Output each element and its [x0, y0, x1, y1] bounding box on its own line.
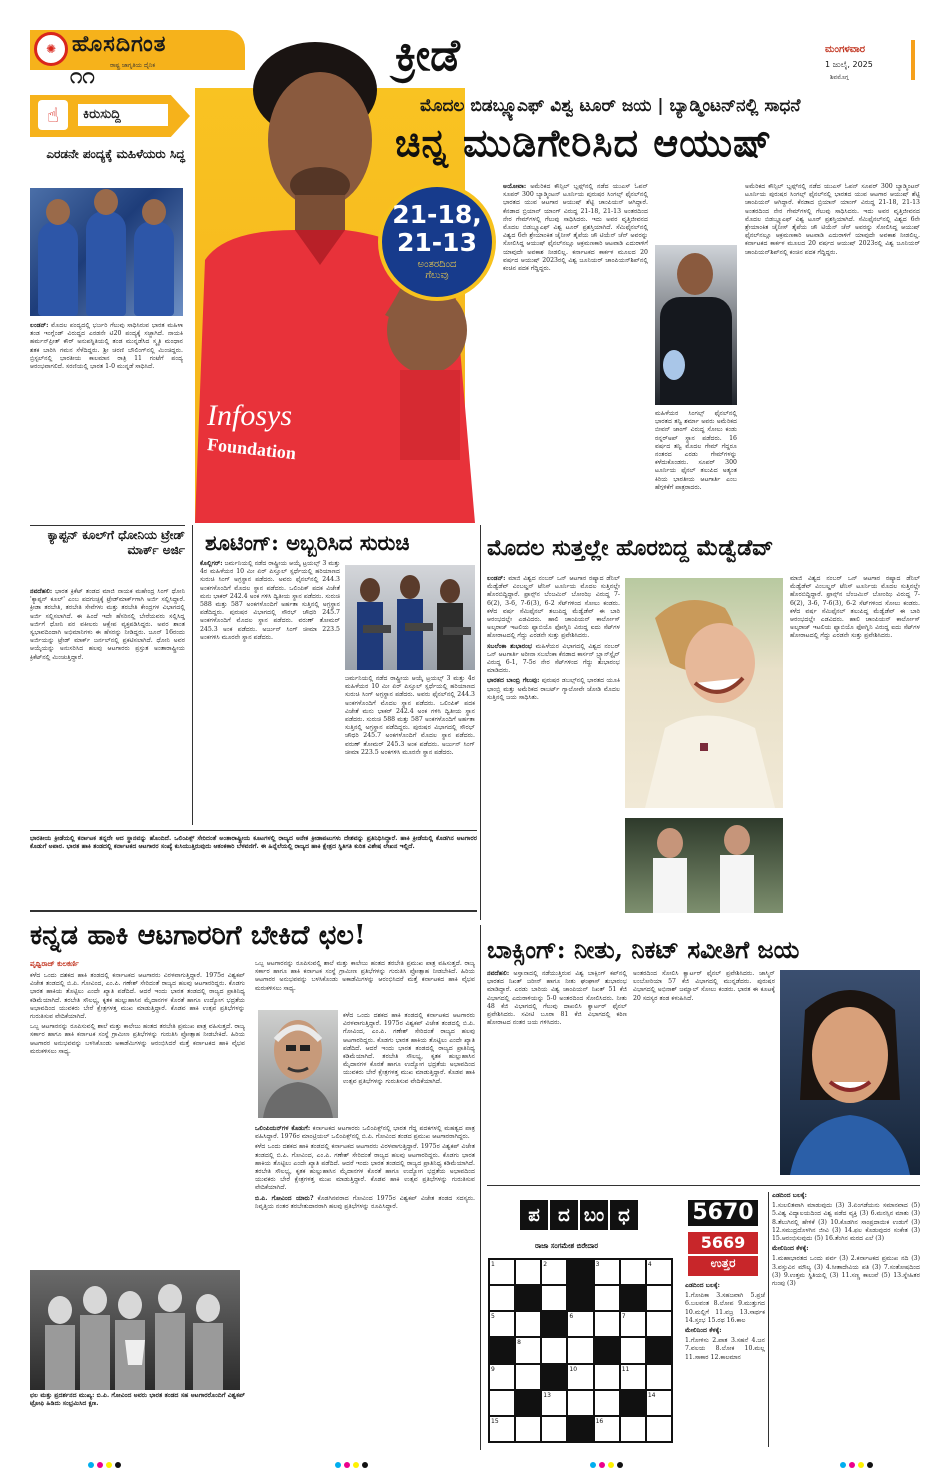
answer-label: ಉತ್ತರ [688, 1256, 758, 1276]
women-cricket-photo [30, 188, 183, 316]
divider [30, 525, 185, 526]
registration-dots [88, 1462, 121, 1468]
govinda-illustration [258, 1010, 338, 1118]
grid-cell[interactable] [646, 1311, 672, 1337]
shooting-body-2 [345, 675, 475, 825]
jersey-brand-text: Infosys [207, 399, 292, 432]
answers-down-title: ಮೇಲಿನಿಂದ ಕೆಳಕ್ಕೆ: [685, 1327, 722, 1335]
logo-badge-icon: ✺ [34, 32, 68, 66]
grid-cell-black [567, 1259, 593, 1285]
registration-dots [335, 1462, 368, 1468]
hockey-sub2: ಬಿ.ಪಿ. ಗೋವಿಂದ ಯಾರು? [255, 1194, 314, 1202]
column-rule [480, 925, 481, 1450]
medvedev-headline[interactable]: ಮೊದಲ ಸುತ್ತಲ್ಲೇ ಹೊರಬಿದ್ದ ಮೆಡ್ವೆಡೆವ್ [487, 535, 774, 561]
nikhat-photo [780, 970, 920, 1175]
nikhat-illustration [780, 970, 920, 1175]
medvedev-body [487, 575, 620, 915]
grid-cell-black [515, 1390, 541, 1416]
score-line-2: 21-13 [397, 228, 477, 257]
hand-icon: ☝ [38, 100, 68, 130]
lead-body-continued: ಅಮೆರಿಕದ ಕೌನ್ಸಿಲ್ ಬ್ಲಫ್ಸ್‌ನಲ್ಲಿ ನಡೆದ ಯುಎಸ್ ಓಪನ್ ಸೂಪರ್ 300 ಬ್ಯಾಡ್ಮಿಂಟನ್ ಟೂರ್ನಿಯ ಪುರುಷರ ಸಿಂಗಲ್ಸ್ ಫೈನಲ್‌ನಲ್ಲಿ ಭಾರತದ ಯುವ ಆಟಗಾರ ಆಯುಷ್ ಶೆಟ್ಟಿ ಚಾಂಪಿಯನ್ ಆಗಿದ್ದಾರೆ. ಕೆನಡಾದ ಬ್ರಿಯಾನ್ ಯಾಂಗ್ ವಿರುದ್ಧ 21-18, 21-13 ಅಂತರದಿಂದ ನೇರ ಗೇಮ್‌ಗಳಲ್ಲಿ ಗೆಲುವು ಸಾಧಿಸಿದರು. ಇದು ಅವರ ವೃತ್ತಿಜೀವನದ ಮೊದಲ ಬಿಡಬ್ಲ್ಯೂಎಫ್ ವಿಶ್ವ ಟೂರ್ ಪ್ರಶಸ್ತಿಯಾಗಿದೆ. ಸೆಮಿಫೈನಲ್‌ನಲ್ಲಿ ವಿಶ್ವದ 6ನೇ ಶ್ರೇಯಾಂಕಿತ ಚೈನೀಸ್ ತೈಪೆಯ ಚೌ ಟಿಯೆನ್ ಚೆನ್ ಅವರನ್ನು ಸೋಲಿಸಿದ್ದ ಆಯುಷ್ ಫೈನಲ್‌ನಲ್ಲೂ ಆಕ್ರಮಣಕಾರಿ ಆಟವಾಡಿ ಎದುರಾಳಿಗೆ ಯಾವುದೇ ಅವಕಾಶ ನೀಡಲಿಲ್ಲ. ಕರ್ನಾಟಕದ ಕಾರ್ಕಳ ಮೂಲದ 20 ವರ್ಷದ ಆಯುಷ್ 2023ರಲ್ಲಿ ವಿಶ್ವ ಜೂನಿಯರ್ ಚಾಂಪಿಯನ್‌ಶಿಪ್‌ನಲ್ಲಿ ಕಂಚಿನ ಪದಕ ಗೆದ್ದಿದ್ದರು. [745, 183, 920, 256]
kirusuddi-label: ಕಿರುಸುದ್ದಿ [78, 104, 168, 126]
grid-cell[interactable] [620, 1337, 646, 1363]
answer-number: 5669 [688, 1232, 758, 1254]
answers-across-title: ಎಡದಿಂದ ಬಲಕ್ಕೆ: [685, 1282, 720, 1289]
shooting-text: ಜರ್ಮನಿಯಲ್ಲಿ ನಡೆದ ರಾಷ್ಟ್ರೀಯ ಆಯ್ಕೆ ಟ್ರಯಲ್ಸ್ 3 ಮತ್ತು 4ರ ಮಹಿಳೆಯರ 10 ಮೀ ಏರ್ ಪಿಸ್ತೂಲ್ ಸ್ಪರ್ಧೆಯಲ್ಲಿ ಹರಿಯಾಣದ ಸುರುಚಿ ಸಿಂಗ್ ಅಗ್ರಸ್ಥಾನ ಪಡೆದರು. ಅವರು ಫೈನಲ್‌ನಲ್ಲಿ 244.3 ಅಂಕಗಳೊಂದಿಗೆ ಮೊದಲ ಸ್ಥಾನ ಪಡೆದರು. ಒಲಿಂಪಿಕ್ ಪದಕ ವಿಜೇತೆ ಮನು ಭಾಕರ್ 242.4 ಅಂಕ ಗಳಿಸಿ ದ್ವಿತೀಯ ಸ್ಥಾನ ಪಡೆದರು. ಸುರುಚಿ 588 ಮತ್ತು 587 ಅಂಕಗಳೊಂದಿಗೆ ಅರ್ಹತಾ ಸುತ್ತಿನಲ್ಲಿ ಅಗ್ರಸ್ಥಾನ ಪಡೆದಿದ್ದರು. ಪುರುಷರ ವಿಭಾಗದಲ್ಲಿ ಸೌರಭ್ ಚೌಧರಿ 245.7 ಅಂಕಗಳೊಂದಿಗೆ ಮೊದಲ ಸ್ಥಾನ ಪಡೆದರು. ವರುಣ್ ತೋಮರ್ 245.3 ಅಂಕ ಪಡೆದರು. ಅರ್ಜುನ್ ಸಿಂಗ್ ಚೀಮಾ 223.5 ಅಂಕಗಳಿಸಿ ಮೂರನೇ ಸ್ಥಾನ ಪಡೆದರು. [200, 560, 340, 641]
grid-cell[interactable] [489, 1390, 515, 1416]
hockey-text: ಕಳೆದ ಒಂದು ದಶಕದ ಹಾಕಿ ತಂಡದಲ್ಲಿ ಕರ್ನಾಟಕದ ಆಟಗಾರರು ವಿರಳವಾಗುತ್ತಿದ್ದಾರೆ. 1975ರ ವಿಶ್ವಕಪ್ ವಿಜೇತ ತಂಡದಲ್ಲಿ ಬಿ.ಪಿ. ಗೋವಿಂದ, ಎಂ.ಪಿ. ಗಣೇಶ್ ಸೇರಿದಂತೆ ರಾಜ್ಯದ ಹಲವು ಆಟಗಾರರಿದ್ದರು. ಕೊಡಗು ಭಾರತ ಹಾಕಿಯ ತೊಟ್ಟಿಲು ಎಂದೇ ಖ್ಯಾತಿ ಪಡೆದಿದೆ. ಆದರೆ ಇಂದು ಭಾರತ ತಂಡದಲ್ಲಿ ರಾಜ್ಯದ ಪ್ರಾತಿನಿಧ್ಯ ಕಡಿಮೆಯಾಗಿದೆ. ತರಬೇತಿ ಸೌಲಭ್ಯ, ಕೃತಕ ಹುಲ್ಲುಹಾಸಿನ ಮೈದಾನಗಳ ಕೊರತೆ ಹಾಗೂ ಉದ್ಯೋಗ ಭದ್ರತೆಯ ಅಭಾವದಿಂದ ಯುವಕರು ಬೇರೆ ಕ್ಷೇತ್ರಗಳತ್ತ ಮುಖ ಮಾಡುತ್ತಿದ್ದಾರೆ. ಕೊಡವ ಹಾಕಿ ಉತ್ಸವ ಪ್ರತಿಭೆಗಳನ್ನು ಗುರುತಿಸುವ ವೇದಿಕೆಯಾಗಿದೆ. [30, 972, 245, 1021]
answers-down: 1.ಗೋಳಿಸು 2.ಪಾತ 3.ಸಹನೆ 4.ಜನ 7.ವಲಯ 8.ಲೋಕ 10.ಮಲ್ಲ 11.ಸಾಕಾರ 12.ಕಾಲಮಾನ [685, 1337, 765, 1361]
dhoni-text: ಭಾರತ ಕ್ರಿಕೆಟ್ ತಂಡದ ಮಾಜಿ ನಾಯಕ ಮಹೇಂದ್ರ ಸಿಂಗ್ ಧೋನಿ 'ಕ್ಯಾಪ್ಟನ್ ಕೂಲ್' ಎಂಬ ಪದಗುಚ್ಛಕ್ಕೆ ಟ್ರೇಡ್‌ಮಾರ್ಕ್‌ಗಾಗಿ ಅರ್ಜಿ ಸಲ್ಲಿಸಿದ್ದಾರೆ. ಕ್ರೀಡಾ ತರಬೇತಿ, ತರಬೇತಿ ಸೇವೆಗಳು ಮತ್ತು ತರಬೇತಿ ಕೇಂದ್ರಗಳ ವಿಭಾಗದಲ್ಲಿ ಅರ್ಜಿ ಸಲ್ಲಿಸಲಾಗಿದೆ. ಈ ಹಿಂದೆ ಇದೇ ಹೆಸರಿನಲ್ಲಿ ಬೇರೆಯವರು ಸಲ್ಲಿಸಿದ್ದ ಅರ್ಜಿಗೆ ಧೋನಿ ಪರ ವಕೀಲರು ಆಕ್ಷೇಪ ವ್ಯಕ್ತಪಡಿಸಿದ್ದರು. ಅವರ ಶಾಂತ ಸ್ವಭಾವದಿಂದಾಗಿ ಅಭಿಮಾನಿಗಳು ಈ ಹೆಸರನ್ನು ನೀಡಿದ್ದರು. ಜೂನ್ 16ರಂದು ಅರ್ಜಿಯನ್ನು ಟ್ರೇಡ್ ಮಾರ್ಕ್ ಜರ್ನಲ್‌ನಲ್ಲಿ ಪ್ರಕಟಿಸಲಾಗಿದೆ. ಧೋನಿ ಅವರ ಆಯ್ಕೆಯನ್ನು ಅನುಸರಿಸಿದ ಹಲವು ಆಟಗಾರರು ಪ್ರಸ್ತುತ ಅಂತಾರಾಷ್ಟ್ರೀಯ ಕ್ರಿಕೆಟ್‌ನಲ್ಲಿ ಮಿಂಚುತ್ತಿದ್ದಾರೆ. [30, 588, 185, 661]
kirusuddi-text: ಮೊದಲ ಪಂದ್ಯದಲ್ಲಿ ಭರ್ಜರಿ ಗೆಲುವು ಸಾಧಿಸಿರುವ ಭಾರತ ಮಹಿಳಾ ತಂಡ ಇಂಗ್ಲೆಂಡ್ ವಿರುದ್ಧದ ಎರಡನೇ ಟಿ20 ಪಂದ್ಯಕ್ಕೆ ಸಜ್ಜಾಗಿದೆ. ನಾಯಕಿ ಹರ್ಮನ್‌ಪ್ರೀತ್ ಕೌರ್ ಅನುಪಸ್ಥಿತಿಯಲ್ಲಿ ತಂಡ ಮುನ್ನಡೆಸಿದ ಸ್ಮೃತಿ ಮಂಧಾನ ಶತಕ ಬಾರಿಸಿ ಗಮನ ಸೆಳೆದಿದ್ದರು. ಶ್ರೀ ಚರಣಿ ಬೌಲಿಂಗ್‌ನಲ್ಲಿ ಮಿಂಚಿದ್ದರು. ಬ್ರಿಸ್ಟಲ್‌ನಲ್ಲಿ ಭಾರತೀಯ ಕಾಲಮಾನ ರಾತ್ರಿ 11 ಗಂಟೆಗೆ ಪಂದ್ಯ ಆರಂಭವಾಗಲಿದೆ. ಸರಣಿಯಲ್ಲಿ ಭಾರತ 1-0 ಮುನ್ನಡೆ ಸಾಧಿಸಿದೆ. [30, 322, 183, 371]
grid-cell[interactable] [594, 1285, 620, 1311]
grid-cell-black [567, 1285, 593, 1311]
jersey-foundation-text: Foundation [206, 434, 297, 464]
bhambri-text: ಪುರುಷರ ಡಬಲ್ಸ್‌ನಲ್ಲಿ ಭಾರತದ ಯೂಕಿ ಭಾಂಬ್ರಿ ಮತ್ತು ಅಮೆರಿಕದ ರಾಬರ್ಟ್ ಗ್ಯಾಲೋವೇ ಜೋಡಿ ಮೊದಲ ಸುತ್ತಿನಲ್ಲಿ ಜಯ ಸಾಧಿಸಿತು. [487, 677, 620, 701]
puzzle-letter: ದ [550, 1200, 578, 1230]
grid-cell-black [515, 1285, 541, 1311]
hockey-sub2-text: ಕೊಡಗಿನವರಾದ ಗೋವಿಂದ 1975ರ ವಿಶ್ವಕಪ್ ವಿಜೇತ ತಂಡದ ಸದಸ್ಯರು. ನಿವೃತ್ತಿಯ ನಂತರ ತರಬೇತುದಾರರಾಗಿ ಹಲವು ಪ್ರತಿಭೆಗಳನ್ನು ರೂಪಿಸಿದ್ದಾರೆ. [255, 1194, 475, 1210]
registration-dots [590, 1462, 623, 1468]
grid-cell[interactable]: 14 [646, 1390, 672, 1416]
shooting-dateline: ಕೊಲ್ಲಿಗರ್: [200, 560, 223, 567]
score-caption-2: ಗೆಲುವು [425, 270, 449, 281]
puzzle-letter: ಧ [610, 1200, 638, 1230]
boxing-text: ಅಸ್ತಾನಾದಲ್ಲಿ ನಡೆಯುತ್ತಿರುವ ವಿಶ್ವ ಬಾಕ್ಸಿಂಗ್ ಕಪ್‌ನಲ್ಲಿ ಭಾರತದ ನಿಖತ್ ಜರೀನ್ ಹಾಗೂ ನೀತು ಘಂಘಾಸ್ ಶುಭಾರಂಭ ಮಾಡಿದ್ದಾರೆ. ಎರಡು ಬಾರಿಯ ವಿಶ್ವ ಚಾಂಪಿಯನ್ ನಿಖತ್ 51 ಕೆಜಿ ವಿಭಾಗದಲ್ಲಿ ಎದುರಾಳಿಯನ್ನು 5-0 ಅಂತರದಿಂದ ಸೋಲಿಸಿದರು. ನೀತು 48 ಕೆಜಿ ವಿಭಾಗದಲ್ಲಿ ಗೆಲುವು ದಾಖಲಿಸಿ ಕ್ವಾರ್ಟರ್ ಫೈನಲ್ ಪ್ರವೇಶಿಸಿದರು. ಸವೀಟಿ ಬೂರಾ 81 ಕೆಜಿ ವಿಭಾಗದಲ್ಲಿ ಕಠಿಣ ಹೋರಾಟದ ನಂತರ ಜಯ ಗಳಿಸಿದರು. [487, 970, 627, 1027]
divider [487, 1185, 920, 1186]
grid-cell[interactable]: 3 [594, 1259, 620, 1285]
boxing-body [487, 970, 627, 1178]
grid-cell[interactable] [567, 1337, 593, 1363]
hockey-body-col-2 [255, 1125, 475, 1445]
date-value: 1 ಜುಲೈ, 2025 [825, 60, 873, 69]
grid-cell[interactable]: 9 [489, 1364, 515, 1390]
grid-cell[interactable] [515, 1364, 541, 1390]
divider [30, 830, 477, 831]
registration-dots [840, 1462, 873, 1468]
across-title: ಎಡದಿಂದ ಬಲಕ್ಕೆ: [772, 1192, 807, 1199]
down-title: ಮೇಲಿನಿಂದ ಕೆಳಕ್ಕೆ: [772, 1245, 809, 1253]
grid-cell[interactable] [594, 1311, 620, 1337]
date-day: ಮಂಗಳವಾರ [825, 44, 866, 55]
medvedev-text: ಮಾಜಿ ವಿಶ್ವದ ನಂಬರ್ ಒನ್ ಆಟಗಾರ ರಷ್ಯಾದ ಡೆನಿಲ್ ಮೆಡ್ವೆಡೆವ್ ವಿಂಬಲ್ಡನ್ ಟೆನಿಸ್ ಟೂರ್ನಿಯ ಮೊದಲ ಸುತ್ತಿನಲ್ಲೇ ಹೊರಬಿದ್ದಿದ್ದಾರೆ. ಫ್ರಾನ್ಸ್‌ನ ಬೆಂಜಮಿನ್ ಬೋಂಝಿ ವಿರುದ್ಧ 7-6(2), 3-6, 7-6(3), 6-2 ಸೆಟ್‌ಗಳಿಂದ ಸೋಲು ಕಂಡರು. ಕಳೆದ ವರ್ಷ ಸೆಮಿಫೈನಲ್ ತಲುಪಿದ್ದ ಮೆಡ್ವೆಡೆವ್ ಈ ಬಾರಿ ಆರಂಭದಲ್ಲೇ ಎಡವಿದರು. ಹಾಲಿ ಚಾಂಪಿಯನ್ ಕಾರ್ಲೋಸ್ ಅಲ್ಕರಾಜ್ ಇಟಲಿಯ ಫ್ಯಾಬಿಯೊ ಫೋಗ್ನಿನಿ ವಿರುದ್ಧ ಐದು ಸೆಟ್‌ಗಳ ಹೋರಾಟದಲ್ಲಿ ಗೆದ್ದು ಎರಡನೇ ಸುತ್ತು ಪ್ರವೇಶಿಸಿದರು. [487, 575, 620, 640]
boxing-body-2 [633, 970, 775, 1178]
answers-across: 1.ಗೋಪಿಕಾ 3.ಸಹಜವಾಗಿ 5.ಪ್ರಜೆ 6.ಬಲವಂತ 8.ಲೋಪ 9.ಮುತ್ತುಗದ 10.ಮಲ್ಲಿಗೆ 11.ವಜ್ರ 13.ಸಾರ್ಥಕ 14.ಸ್ತಂಭ 15.ರಥ 16.ಕಾಲ [685, 1292, 765, 1324]
grid-cell[interactable] [567, 1390, 593, 1416]
grid-cell[interactable]: 10 [567, 1364, 593, 1390]
hockey-text-side: ಕಳೆದ ಒಂದು ದಶಕದ ಹಾಕಿ ತಂಡದಲ್ಲಿ ಕರ್ನಾಟಕದ ಆಟಗಾರರು ವಿರಳವಾಗುತ್ತಿದ್ದಾರೆ. 1975ರ ವಿಶ್ವಕಪ್ ವಿಜೇತ ತಂಡದಲ್ಲಿ ಬಿ.ಪಿ. ಗೋವಿಂದ, ಎಂ.ಪಿ. ಗಣೇಶ್ ಸೇರಿದಂತೆ ರಾಜ್ಯದ ಹಲವು ಆಟಗಾರರಿದ್ದರು. ಕೊಡಗು ಭಾರತ ಹಾಕಿಯ ತೊಟ್ಟಿಲು ಎಂದೇ ಖ್ಯಾತಿ ಪಡೆದಿದೆ. ಆದರೆ ಇಂದು ಭಾರತ ತಂಡದಲ್ಲಿ ರಾಜ್ಯದ ಪ್ರಾತಿನಿಧ್ಯ ಕಡಿಮೆಯಾಗಿದೆ. ತರಬೇತಿ ಸೌಲಭ್ಯ, ಕೃತಕ ಹುಲ್ಲುಹಾಸಿನ ಮೈದಾನಗಳ ಕೊರತೆ ಹಾಗೂ ಉದ್ಯೋಗ ಭದ್ರತೆಯ ಅಭಾವದಿಂದ ಯುವಕರು ಬೇರೆ ಕ್ಷೇತ್ರಗಳತ್ತ ಮುಖ ಮಾಡುತ್ತಿದ್ದಾರೆ. ಕೊಡವ ಹಾಕಿ ಉತ್ಸವ ಪ್ರತಿಭೆಗಳನ್ನು ಗುರುತಿಸುವ ವೇದಿಕೆಯಾಗಿದೆ. [343, 1012, 475, 1085]
hockey-sub1-text: ಕರ್ನಾಟಕದ ಆಟಗಾರರು ಒಲಿಂಪಿಕ್ಸ್‌ನಲ್ಲಿ ಭಾರತ ಗೆದ್ದ ಪದಕಗಳಲ್ಲಿ ಮಹತ್ವದ ಪಾತ್ರ ವಹಿಸಿದ್ದಾರೆ. 1976ರ ಮಾಂಟ್ರಿಯಲ್ ಒಲಿಂಪಿಕ್ಸ್‌ನಲ್ಲಿ ಬಿ.ಪಿ. ಗೋವಿಂದ ತಂಡದ ಪ್ರಮುಖ ಆಟಗಾರರಾಗಿದ್ದರು. [255, 1125, 475, 1141]
kirusuddi-body [30, 322, 183, 522]
lead-body-col-2 [655, 410, 737, 513]
grid-cell[interactable] [515, 1311, 541, 1337]
dhoni-body [30, 588, 185, 828]
hockey-headline[interactable]: ಕನ್ನಡ ಹಾಕಿ ಆಟಗಾರರಿಗೆ ಬೇಕಿದೆ ಛಲ! [30, 920, 366, 951]
puzzle-author: ರಾಜಾ ಸಂಗಮೇಶ ಬಿರೇದಾರ [535, 1242, 599, 1250]
grid-cell[interactable]: 1 [489, 1259, 515, 1285]
puzzle-number: 5670 [688, 1200, 758, 1226]
column-rule [768, 1192, 769, 1447]
grid-cell-black [541, 1311, 567, 1337]
grid-cell-black [620, 1285, 646, 1311]
kirusuddi-dateline: ಲಂಡನ್: [30, 322, 49, 329]
grid-cell[interactable]: 7 [620, 1311, 646, 1337]
medvedev-handshake-photo [625, 818, 783, 913]
hockey-text-2: ಒಬ್ಬ ಆಟಗಾರನನ್ನು ರೂಪಿಸುವಲ್ಲಿ ಶಾಲೆ ಮತ್ತು ಕಾಲೇಜು ಹಂತದ ತರಬೇತಿ ಪ್ರಮುಖ ಪಾತ್ರ ವಹಿಸುತ್ತದೆ. ರಾಜ್ಯ ಸರ್ಕಾರ ಹಾಗೂ ಹಾಕಿ ಕರ್ನಾಟಕ ಸಂಸ್ಥೆ ಗ್ರಾಮೀಣ ಪ್ರತಿಭೆಗಳನ್ನು ಗುರುತಿಸಿ ಪ್ರೋತ್ಸಾಹ ನೀಡಬೇಕಿದೆ. ಹಿರಿಯ ಆಟಗಾರರ ಅನುಭವವನ್ನು ಬಳಸಿಕೊಂಡು ಅಕಾಡೆಮಿಗಳನ್ನು ಆರಂಭಿಸಿದರೆ ಮತ್ತೆ ಕರ್ನಾಟಕದ ಹಾಕಿ ವೈಭವ ಮರುಕಳಿಸಲು ಸಾಧ್ಯ. [30, 1023, 245, 1055]
sabalenka-illustration [625, 578, 783, 808]
grid-cell-black [646, 1337, 672, 1363]
handshake-illustration [625, 818, 783, 913]
grid-cell-black [489, 1337, 515, 1363]
grid-cell[interactable] [646, 1285, 672, 1311]
grid-cell[interactable] [594, 1364, 620, 1390]
grid-cell[interactable] [594, 1390, 620, 1416]
medvedev-body-2 [790, 575, 920, 915]
grid-cell[interactable]: 13 [541, 1390, 567, 1416]
govinda-portrait-photo [258, 1010, 338, 1118]
puzzle-clues [772, 1192, 920, 1447]
grid-cell[interactable] [646, 1364, 672, 1390]
grid-cell-black [594, 1337, 620, 1363]
lead-body-col-3 [745, 183, 920, 513]
shooting-headline[interactable]: ಶೂಟಿಂಗ್: ಅಬ್ಬರಿಸಿದ ಸುರುಚಿ [205, 530, 410, 555]
down-clues: 1.ಮಹಾಭಾರತದ ಒಂದು ಪರ್ವ (3) 2.ಕರ್ನಾಟಕದ ಪ್ರಮುಖ ನದಿ (3) 3.ವಸ್ತುವಿನ ಮೌಲ್ಯ (3) 4.ಸೀತಾದೇವಿಯ ಪತಿ (3) 7.ಸಂತೋಷದಿಂದ (3) 9.ಉತ್ತಮ ಸ್ಥಿತಿಯಲ್ಲಿ (3) 11.ಸಣ್ಣ ಕಾಲುವೆ (5) 13.ಸ್ನೇಹಿತರ ಗುಂಪು (3) [772, 1255, 920, 1288]
grid-cell-black [567, 1416, 593, 1442]
lead-kicker: ಮೊದಲ ಬಿಡಬ್ಲ್ಯೂಎಫ್ ವಿಶ್ವ ಟೂರ್ ಜಯ | ಬ್ಯಾಡ್ಮಿಂಟನ್‌ನಲ್ಲಿ ಸಾಧನೆ [420, 96, 801, 116]
grid-cell[interactable] [541, 1337, 567, 1363]
grid-cell[interactable] [541, 1416, 567, 1442]
score-line-1: 21-18, [392, 200, 482, 229]
kirusuddi-headline[interactable]: ಎರಡನೇ ಪಂದ್ಯಕ್ಕೆ ಮಹಿಳೆಯರು ಸಿದ್ಧ [46, 147, 185, 161]
hockey-text-top: ಒಬ್ಬ ಆಟಗಾರನನ್ನು ರೂಪಿಸುವಲ್ಲಿ ಶಾಲೆ ಮತ್ತು ಕಾಲೇಜು ಹಂತದ ತರಬೇತಿ ಪ್ರಮುಖ ಪಾತ್ರ ವಹಿಸುತ್ತದೆ. ರಾಜ್ಯ ಸರ್ಕಾರ ಹಾಗೂ ಹಾಕಿ ಕರ್ನಾಟಕ ಸಂಸ್ಥೆ ಗ್ರಾಮೀಣ ಪ್ರತಿಭೆಗಳನ್ನು ಗುರುತಿಸಿ ಪ್ರೋತ್ಸಾಹ ನೀಡಬೇಕಿದೆ. ಹಿರಿಯ ಆಟಗಾರರ ಅನುಭವವನ್ನು ಬಳಸಿಕೊಂಡು ಅಕಾಡೆಮಿಗಳನ್ನು ಆರಂಭಿಸಿದರೆ ಮತ್ತೆ ಕರ್ನಾಟಕದ ಹಾಕಿ ವೈಭವ ಮರುಕಳಿಸಲು ಸಾಧ್ಯ. [255, 960, 475, 992]
lead-body: ಅಮೆರಿಕದ ಕೌನ್ಸಿಲ್ ಬ್ಲಫ್ಸ್‌ನಲ್ಲಿ ನಡೆದ ಯುಎಸ್ ಓಪನ್ ಸೂಪರ್ 300 ಬ್ಯಾಡ್ಮಿಂಟನ್ ಟೂರ್ನಿಯ ಪುರುಷರ ಸಿಂಗಲ್ಸ್ ಫೈನಲ್‌ನಲ್ಲಿ ಭಾರತದ ಯುವ ಆಟಗಾರ ಆಯುಷ್ ಶೆಟ್ಟಿ ಚಾಂಪಿಯನ್ ಆಗಿದ್ದಾರೆ. ಕೆನಡಾದ ಬ್ರಿಯಾನ್ ಯಾಂಗ್ ವಿರುದ್ಧ 21-18, 21-13 ಅಂತರದಿಂದ ನೇರ ಗೇಮ್‌ಗಳಲ್ಲಿ ಗೆಲುವು ಸಾಧಿಸಿದರು. ಇದು ಅವರ ವೃತ್ತಿಜೀವನದ ಮೊದಲ ಬಿಡಬ್ಲ್ಯೂಎಫ್ ವಿಶ್ವ ಟೂರ್ ಪ್ರಶಸ್ತಿಯಾಗಿದೆ. ಸೆಮಿಫೈನಲ್‌ನಲ್ಲಿ ವಿಶ್ವದ 6ನೇ ಶ್ರೇಯಾಂಕಿತ ಚೈನೀಸ್ ತೈಪೆಯ ಚೌ ಟಿಯೆನ್ ಚೆನ್ ಅವರನ್ನು ಸೋಲಿಸಿದ್ದ ಆಯುಷ್ ಫೈನಲ್‌ನಲ್ಲೂ ಆಕ್ರಮಣಕಾರಿ ಆಟವಾಡಿ ಎದುರಾಳಿಗೆ ಯಾವುದೇ ಅವಕಾಶ ನೀಡಲಿಲ್ಲ. ಕರ್ನಾಟಕದ ಕಾರ್ಕಳ ಮೂಲದ 20 ವರ್ಷದ ಆಯುಷ್ 2023ರಲ್ಲಿ ವಿಶ್ವ ಜೂನಿಯರ್ ಚಾಂಪಿಯನ್‌ಶಿಪ್‌ನಲ್ಲಿ ಕಂಚಿನ ಪದಕ ಗೆದ್ದಿದ್ದರು. [503, 183, 648, 273]
column-rule [480, 525, 481, 920]
grid-cell[interactable] [489, 1285, 515, 1311]
hockey-body [30, 972, 245, 1267]
edition-city: ಶಿವಮೊಗ್ಗ [830, 74, 849, 81]
shooting-body [200, 560, 340, 825]
grid-cell[interactable]: 11 [620, 1364, 646, 1390]
dhoni-headline[interactable]: ಕ್ಯಾಪ್ಟನ್ ಕೂಲ್‌ಗೆ ಧೋನಿಯ ಟ್ರೇಡ್ ಮಾರ್ಕ್ ಅರ್ಜಿ [47, 528, 185, 557]
hockey-body-top [255, 960, 475, 1010]
score-caption-1: ಅಂತರದಿಂದ [417, 259, 457, 270]
section-title: ಕ್ರೀಡೆ [395, 30, 460, 81]
grid-cell[interactable]: 2 [541, 1259, 567, 1285]
notice-text: ಭಾರತೀಯ ಕ್ರೀಡೆಯಲ್ಲಿ ಕರ್ನಾಟಕ ತನ್ನದೇ ಆದ ಸ್ಥಾನವನ್ನು ಹೊಂದಿದೆ. ಒಲಿಂಪಿಕ್ಸ್ ಸೇರಿದಂತೆ ಅಂತಾರಾಷ್ಟ್ರೀಯ ಕೂಟಗಳಲ್ಲಿ ರಾಜ್ಯದ ಅನೇಕ ಕ್ರೀಡಾಪಟುಗಳು ದೇಶವನ್ನು ಪ್ರತಿನಿಧಿಸಿದ್ದಾರೆ. ಹಾಕಿ ಕ್ರೀಡೆಯಲ್ಲಿ ಕೊಡಗಿನ ಆಟಗಾರರ ಕೊಡುಗೆ ಅಪಾರ. ಭಾರತ ಹಾಕಿ ತಂಡದಲ್ಲಿ ಕರ್ನಾಟಕದ ಆಟಗಾರರ ಸಂಖ್ಯೆ ಕುಸಿಯುತ್ತಿರುವುದು ಆತಂಕಕಾರಿ ಬೆಳವಣಿಗೆ. ಈ ಹಿನ್ನೆಲೆಯಲ್ಲಿ ರಾಜ್ಯದ ಹಾಕಿ ಕ್ಷೇತ್ರದ ಸ್ಥಿತಿಗತಿ ಕುರಿತ ವಿಶೇಷ ಲೇಖನ ಇಲ್ಲಿದೆ. [30, 835, 477, 851]
medvedev-text-continued: ಮಾಜಿ ವಿಶ್ವದ ನಂಬರ್ ಒನ್ ಆಟಗಾರ ರಷ್ಯಾದ ಡೆನಿಲ್ ಮೆಡ್ವೆಡೆವ್ ವಿಂಬಲ್ಡನ್ ಟೆನಿಸ್ ಟೂರ್ನಿಯ ಮೊದಲ ಸುತ್ತಿನಲ್ಲೇ ಹೊರಬಿದ್ದಿದ್ದಾರೆ. ಫ್ರಾನ್ಸ್‌ನ ಬೆಂಜಮಿನ್ ಬೋಂಝಿ ವಿರುದ್ಧ 7-6(2), 3-6, 7-6(3), 6-2 ಸೆಟ್‌ಗಳಿಂದ ಸೋಲು ಕಂಡರು. ಕಳೆದ ವರ್ಷ ಸೆಮಿಫೈನಲ್ ತಲುಪಿದ್ದ ಮೆಡ್ವೆಡೆವ್ ಈ ಬಾರಿ ಆರಂಭದಲ್ಲೇ ಎಡವಿದರು. ಹಾಲಿ ಚಾಂಪಿಯನ್ ಕಾರ್ಲೋಸ್ ಅಲ್ಕರಾಜ್ ಇಟಲಿಯ ಫ್ಯಾಬಿಯೊ ಫೋಗ್ನಿನಿ ವಿರುದ್ಧ ಐದು ಸೆಟ್‌ಗಳ ಹೋರಾಟದಲ್ಲಿ ಗೆದ್ದು ಎರಡನೇ ಸುತ್ತು ಪ್ರವೇಶಿಸಿದರು. [790, 575, 920, 640]
lead-dateline: ಅಯೋವಾ: [503, 183, 527, 190]
puzzle-letter: ಬಂ [580, 1200, 608, 1230]
logo-tagline: ರಾಷ್ಟ್ರ ಜಾಗೃತಿಯ ದೈನಿಕ [110, 62, 156, 69]
shooters-photo [345, 565, 475, 670]
puzzle-answers [685, 1282, 765, 1447]
grid-cell[interactable]: 6 [567, 1311, 593, 1337]
puzzle-title [520, 1200, 680, 1230]
lead-body-2: ಮಹಿಳೆಯರ ಸಿಂಗಲ್ಸ್ ಫೈನಲ್‌ನಲ್ಲಿ ಭಾರತದ ತನ್ವಿ ಶರ್ಮಾ ಅವರು ಅಮೆರಿಕದ ಬೀವನ್ ಜಾಂಗ್ ವಿರುದ್ಧ ಸೋಲು ಕಂಡು ರನ್ನರ್‌ಅಪ್ ಸ್ಥಾನ ಪಡೆದರು. 16 ವರ್ಷದ ತನ್ವಿ ಮೊದಲ ಗೇಮ್ ಗೆದ್ದರೂ ನಂತರದ ಎರಡು ಗೇಮ್‌ಗಳನ್ನು ಕಳೆದುಕೊಂಡರು. ಸೂಪರ್ 300 ಟೂರ್ನಿಯ ಫೈನಲ್ ತಲುಪಿದ ಅತ್ಯಂತ ಕಿರಿಯ ಭಾರತೀಯ ಆಟಗಾರ್ತಿ ಎಂಬ ಹೆಗ್ಗಳಿಕೆಗೆ ಪಾತ್ರರಾದರು. [655, 410, 737, 491]
grid-cell[interactable]: 5 [489, 1311, 515, 1337]
grid-cell[interactable] [620, 1259, 646, 1285]
grid-cell[interactable] [646, 1416, 672, 1442]
hockey-caption-text: ಛಲ ಮತ್ತು ಪ್ರದರ್ಶನದ ಮುಖ್ಯ: ಬಿ.ಪಿ. ಗೋವಿಂದ ಅವರು ಭಾರತ ತಂಡದ ಸಹ ಆಟಗಾರರೊಂದಿಗೆ ವಿಶ್ವಕಪ್ ಟ್ರೋಫಿ ಹಿಡಿದು ಸಂಭ್ರಮಿಸಿದ ಕ್ಷಣ. [30, 1392, 245, 1408]
grid-cell[interactable]: 4 [646, 1259, 672, 1285]
boxing-headline[interactable]: ಬಾಕ್ಸಿಂಗ್: ನೀತು, ನಿಕಟ್ ಸವೀತಿಗೆ ಜಯ [487, 935, 800, 964]
puzzle-letter: ಪ [520, 1200, 548, 1230]
page-number: ೧೧ [70, 64, 95, 89]
boxing-text-2: ಅಂತರದಿಂದ ಸೋಲಿಸಿ ಕ್ವಾರ್ಟರ್ ಫೈನಲ್ ಪ್ರವೇಶಿಸಿದರು. ಜಾಸ್ಮಿನ್ ಲಂಬೋರಿಯಾ 57 ಕೆಜಿ ವಿಭಾಗದಲ್ಲಿ ಮುನ್ನಡೆದರು. ಪುರುಷರ ವಿಭಾಗದಲ್ಲಿ ಅಭಿನಾಶ್ ಜಮ್ವಾಲ್ ಸೋಲು ಕಂಡರು. ಭಾರತ ಈ ಕೂಟಕ್ಕೆ 20 ಸದಸ್ಯರ ತಂಡ ಕಳುಹಿಸಿದೆ. [633, 970, 775, 1002]
boxing-dateline: ನವದೆಹಲಿ: [487, 970, 510, 977]
grid-cell[interactable]: 16 [594, 1416, 620, 1442]
ayush-medal-photo [655, 245, 737, 405]
sabalenka-photo [625, 578, 783, 808]
shooting-text-2: ಜರ್ಮನಿಯಲ್ಲಿ ನಡೆದ ರಾಷ್ಟ್ರೀಯ ಆಯ್ಕೆ ಟ್ರಯಲ್ಸ್ 3 ಮತ್ತು 4ರ ಮಹಿಳೆಯರ 10 ಮೀ ಏರ್ ಪಿಸ್ತೂಲ್ ಸ್ಪರ್ಧೆಯಲ್ಲಿ ಹರಿಯಾಣದ ಸುರುಚಿ ಸಿಂಗ್ ಅಗ್ರಸ್ಥಾನ ಪಡೆದರು. ಅವರು ಫೈನಲ್‌ನಲ್ಲಿ 244.3 ಅಂಕಗಳೊಂದಿಗೆ ಮೊದಲ ಸ್ಥಾನ ಪಡೆದರು. ಒಲಿಂಪಿಕ್ ಪದಕ ವಿಜೇತೆ ಮನು ಭಾಕರ್ 242.4 ಅಂಕ ಗಳಿಸಿ ದ್ವಿತೀಯ ಸ್ಥಾನ ಪಡೆದರು. ಸುರುಚಿ 588 ಮತ್ತು 587 ಅಂಕಗಳೊಂದಿಗೆ ಅರ್ಹತಾ ಸುತ್ತಿನಲ್ಲಿ ಅಗ್ರಸ್ಥಾನ ಪಡೆದಿದ್ದರು. ಪುರುಷರ ವಿಭಾಗದಲ್ಲಿ ಸೌರಭ್ ಚೌಧರಿ 245.7 ಅಂಕಗಳೊಂದಿಗೆ ಮೊದಲ ಸ್ಥಾನ ಪಡೆದರು. ವರುಣ್ ತೋಮರ್ 245.3 ಅಂಕ ಪಡೆದರು. ಅರ್ಜುನ್ ಸಿಂಗ್ ಚೀಮಾ 223.5 ಅಂಕಗಳಿಸಿ ಮೂರನೇ ಸ್ಥಾನ ಪಡೆದರು. [345, 675, 475, 756]
grid-cell[interactable]: 8 [515, 1337, 541, 1363]
notice-body [30, 835, 477, 905]
divider [30, 910, 477, 912]
grid-cell[interactable] [620, 1416, 646, 1442]
grid-cell[interactable] [515, 1259, 541, 1285]
medvedev-dateline: ಲಂಡನ್: [487, 575, 506, 582]
grid-cell-black [541, 1364, 567, 1390]
grid-cell[interactable] [515, 1416, 541, 1442]
hockey-team-archive-photo [30, 1270, 240, 1390]
hockey-caption [30, 1392, 245, 1447]
logo-text: ಹೊಸದಿಗಂತ [72, 32, 167, 57]
across-clues: 1.ಸುಲಲಿತವಾಗಿ ಮಾಡುವುದು (3) 3.ಏಂಗಡೆಯನು ಸಮಾನವಾದ (5) 5.ವಿಶ್ವ ವಿದ್ಯಾಲಯದಿಂದ ವಿಶ್ವ ಪಡೆದ ವ್ಯಕ್ತಿ (3) 6.ಮನಸ್ಸಿನ ಮಾತು (3) 8.ತೆಲುಗಿನಲ್ಲಿ ಹೇಳಿಕೆ (3) 10.ಕೊಡಗಿನ ಸಾಂಪ್ರದಾಯಿಕ ಉಡುಗೆ (3) 12.ಸಮುದ್ರದೊಳಗಿನ ಜೀವಿ (3) 14.ಫಲ ಕೊಡುವುದರ ಸಂಕೇತ (3) 15.ಆರಂಭಿಸುವುದು (5) 16.ತೆಂಗಿನ ಮರದ ಎಲೆ (3) [772, 1202, 920, 1243]
column-rule [192, 525, 193, 825]
score-badge [378, 183, 496, 301]
lead-headline[interactable]: ಚಿನ್ನ ಮುಡಿಗೇರಿಸಿದ ಆಯುಷ್ [395, 120, 773, 165]
grid-cell[interactable] [541, 1285, 567, 1311]
shooters-illustration [345, 565, 475, 670]
crossword-grid[interactable] [488, 1258, 673, 1443]
sabalenka-text: ಮಹಿಳೆಯರ ವಿಭಾಗದಲ್ಲಿ ವಿಶ್ವದ ನಂಬರ್ ಒನ್ ಆಟಗಾರ್ತಿ ಅರೀನಾ ಸಬಲೆಂಕಾ ಕೆನಡಾದ ಕಾರ್ಸನ್ ಬ್ರ್ಯಾನ್‌ಸ್ಟೈನ್ ವಿರುದ್ಧ 6-1, 7-5ರ ನೇರ ಸೆಟ್‌ಗಳಿಂದ ಗೆದ್ದು ಶುಭಾರಂಭ ಮಾಡಿದರು. [487, 642, 620, 675]
hockey-byline: ಪೃಥ್ವಿರಾಜ್ ಕುಲಕರ್ಣಿ [30, 960, 79, 968]
hockey-text-3: ಕಳೆದ ಒಂದು ದಶಕದ ಹಾಕಿ ತಂಡದಲ್ಲಿ ಕರ್ನಾಟಕದ ಆಟಗಾರರು ವಿರಳವಾಗುತ್ತಿದ್ದಾರೆ. 1975ರ ವಿಶ್ವಕಪ್ ವಿಜೇತ ತಂಡದಲ್ಲಿ ಬಿ.ಪಿ. ಗೋವಿಂದ, ಎಂ.ಪಿ. ಗಣೇಶ್ ಸೇರಿದಂತೆ ರಾಜ್ಯದ ಹಲವು ಆಟಗಾರರಿದ್ದರು. ಕೊಡಗು ಭಾರತ ಹಾಕಿಯ ತೊಟ್ಟಿಲು ಎಂದೇ ಖ್ಯಾತಿ ಪಡೆದಿದೆ. ಆದರೆ ಇಂದು ಭಾರತ ತಂಡದಲ್ಲಿ ರಾಜ್ಯದ ಪ್ರಾತಿನಿಧ್ಯ ಕಡಿಮೆಯಾಗಿದೆ. ತರಬೇತಿ ಸೌಲಭ್ಯ, ಕೃತಕ ಹುಲ್ಲುಹಾಸಿನ ಮೈದಾನಗಳ ಕೊರತೆ ಹಾಗೂ ಉದ್ಯೋಗ ಭದ್ರತೆಯ ಅಭಾವದಿಂದ ಯುವಕರು ಬೇರೆ ಕ್ಷೇತ್ರಗಳತ್ತ ಮುಖ ಮಾಡುತ್ತಿದ್ದಾರೆ. ಕೊಡವ ಹಾಕಿ ಉತ್ಸವ ಪ್ರತಿಭೆಗಳನ್ನು ಗುರುತಿಸುವ ವೇದಿಕೆಯಾಗಿದೆ. [255, 1143, 475, 1192]
grid-cell[interactable]: 15 [489, 1416, 515, 1442]
hockey-sub1: ಒಲಿಂಪಿಯನ್‌ಗಳ ಕೊಡುಗೆ: [255, 1125, 311, 1132]
lead-body-col-1 [503, 183, 648, 513]
sabalenka-subhead: ಸಬಲೆಂಕಾ ಶುಭಾರಂಭ [487, 642, 533, 650]
dhoni-dateline: ನವದೆಹಲಿ: [30, 588, 53, 595]
team-celebration-illustration [30, 1270, 240, 1390]
bhambri-subhead: ಭಾರತದ ಬಾಂಬ್ರಿ ಗೆಲುವು: [487, 677, 540, 685]
hockey-body-side [343, 1012, 475, 1122]
grid-cell-black [620, 1390, 646, 1416]
